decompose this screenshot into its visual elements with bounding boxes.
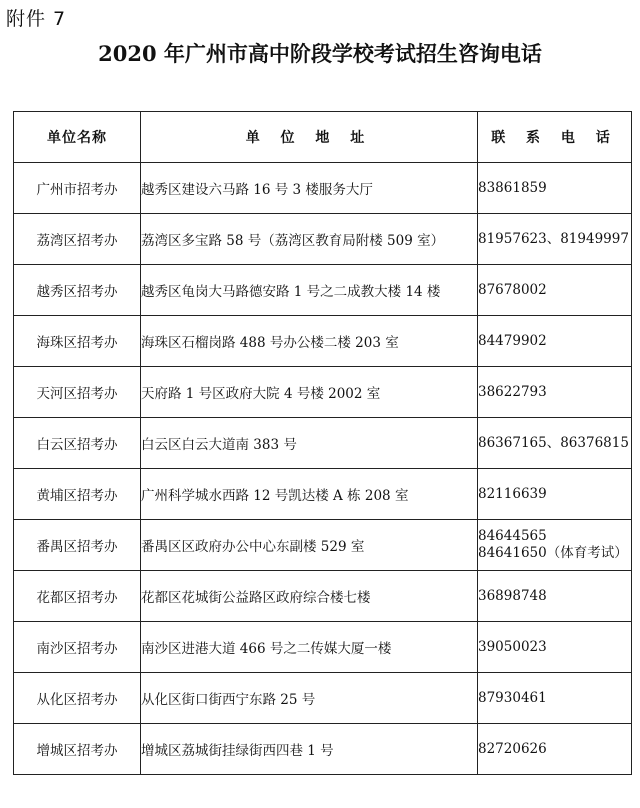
- unit-name-cell: 越秀区招考办: [14, 265, 141, 316]
- address-cell: 荔湾区多宝路 58 号（荔湾区教育局附楼 509 室）: [141, 214, 478, 265]
- phone-number: 83861859: [478, 179, 547, 196]
- phone-number: 86367165、86376815: [478, 434, 629, 451]
- unit-name-cell: 增城区招考办: [14, 724, 141, 775]
- unit-name-cell: 花都区招考办: [14, 571, 141, 622]
- table-row: [14, 265, 632, 316]
- address-cell: 增城区荔城街挂绿街西四巷 1 号: [141, 724, 478, 775]
- address-cell: 番禺区区政府办公中心东副楼 529 室: [141, 520, 478, 571]
- phone-number: 36898748: [478, 587, 547, 604]
- unit-name-cell: 番禺区招考办: [14, 520, 141, 571]
- table-row: [14, 673, 632, 724]
- table-row: [14, 622, 632, 673]
- table-row: [14, 418, 632, 469]
- phone-cell: [478, 520, 632, 571]
- table-row: [14, 316, 632, 367]
- address-cell: 从化区街口街西宁东路 25 号: [141, 673, 478, 724]
- unit-name-cell: 黄埔区招考办: [14, 469, 141, 520]
- phone-cell: [478, 163, 632, 214]
- unit-name-cell: 南沙区招考办: [14, 622, 141, 673]
- address-cell: 南沙区进港大道 466 号之二传媒大厦一楼: [141, 622, 478, 673]
- unit-name-cell: 海珠区招考办: [14, 316, 141, 367]
- table-row: [14, 571, 632, 622]
- address-cell: 越秀区建设六马路 16 号 3 楼服务大厅: [141, 163, 478, 214]
- header-unit: 单位名称: [14, 112, 141, 163]
- contacts-table: [13, 111, 632, 775]
- phone-number: 38622793: [478, 383, 547, 400]
- table-row: [14, 367, 632, 418]
- phone-cell: [478, 571, 632, 622]
- phone-number: 87930461: [478, 689, 547, 706]
- header-address: 单 位 地 址: [141, 112, 478, 163]
- page-title: 2020 年广州市高中阶段学校考试招生咨询电话: [98, 41, 542, 66]
- unit-name-cell: 天河区招考办: [14, 367, 141, 418]
- address-cell: 花都区花城街公益路区政府综合楼七楼: [141, 571, 478, 622]
- phone-number: 84479902: [478, 332, 547, 349]
- phone-number: 39050023: [478, 638, 547, 655]
- phone-cell: [478, 265, 632, 316]
- phone-cell: [478, 622, 632, 673]
- phone-cell: [478, 673, 632, 724]
- phone-cell: [478, 214, 632, 265]
- address-cell: 广州科学城水西路 12 号凯达楼 A 栋 208 室: [141, 469, 478, 520]
- address-cell: 海珠区石榴岗路 488 号办公楼二楼 203 室: [141, 316, 478, 367]
- phone-cell: [478, 418, 632, 469]
- phone-cell: [478, 724, 632, 775]
- attachment-label: 附件 7: [6, 8, 67, 30]
- unit-name-cell: 荔湾区招考办: [14, 214, 141, 265]
- phone-number: 84644565: [478, 528, 547, 544]
- phone-number: 87678002: [478, 281, 547, 298]
- phone-cell: [478, 469, 632, 520]
- address-cell: 越秀区龟岗大马路德安路 1 号之二成教大楼 14 楼: [141, 265, 478, 316]
- address-cell: 白云区白云大道南 383 号: [141, 418, 478, 469]
- table-row: [14, 520, 632, 571]
- table-row: [14, 163, 632, 214]
- address-cell: 天府路 1 号区政府大院 4 号楼 2002 室: [141, 367, 478, 418]
- phone-cell: [478, 316, 632, 367]
- unit-name-cell: 白云区招考办: [14, 418, 141, 469]
- phone-number: 82720626: [478, 740, 547, 757]
- table-row: [14, 724, 632, 775]
- phone-number: 82116639: [478, 485, 547, 502]
- phone-number: 81957623、81949997: [478, 230, 629, 247]
- table-row: [14, 469, 632, 520]
- unit-name-cell: 从化区招考办: [14, 673, 141, 724]
- table-header-row: [14, 112, 632, 163]
- phone-number: 84641650（体育考试）: [478, 545, 628, 561]
- table-row: [14, 214, 632, 265]
- header-phone: 联 系 电 话: [478, 112, 632, 163]
- phone-cell: [478, 367, 632, 418]
- unit-name-cell: 广州市招考办: [14, 163, 141, 214]
